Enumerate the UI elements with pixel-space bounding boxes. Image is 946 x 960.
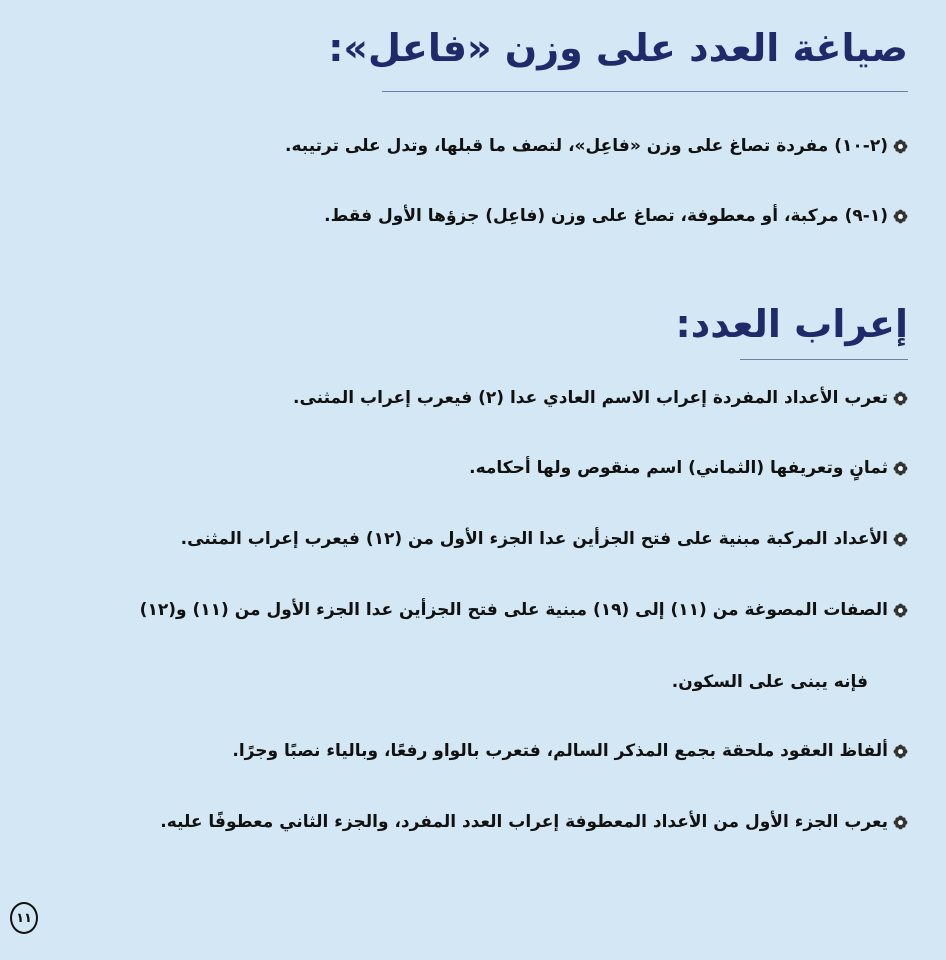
list-item — [469, 458, 908, 478]
flower-bullet-icon — [893, 603, 908, 618]
flower-bullet-icon — [893, 209, 908, 224]
list-item-text: (٢-١٠) مفردة تصاغ على وزن «فاعِل»، لتصف ما قبلها، وتدل على ترتيبه. — [285, 136, 888, 156]
list-item-text: الصفات المصوغة من (١١) إلى (١٩) مبنية على فتح الجزأين عدا الجزء الأول من (١١) و(١٢) — [139, 600, 888, 620]
list-item-text: تعرب الأعداد المفردة إعراب الاسم العادي عدا (٢) فيعرب إعراب المثنى. — [292, 388, 888, 408]
page-number: ١١ — [10, 902, 38, 934]
list-item-text: ألفاظ العقود ملحقة بجمع المذكر السالم، فتعرب بالواو رفعًا، وبالياء نصبًا وجرًا. — [232, 741, 888, 761]
list-item — [140, 600, 908, 620]
list-item-text: فإنه يبنى على السكون. — [671, 672, 868, 692]
section-title-number-formation: صياغة العدد على وزن «فاعل»: — [328, 26, 908, 70]
list-item-text: (١-٩) مركبة، أو معطوفة، تصاغ على وزن (فاعِل) جزؤها الأول فقط. — [324, 206, 888, 226]
list-item-text: يعرب الجزء الأول من الأعداد المعطوفة إعراب العدد المفرد، والجزء الثاني معطوفًا عليه. — [160, 812, 888, 832]
list-item — [293, 388, 908, 408]
section-title-number-parsing: إعراب العدد: — [675, 302, 908, 346]
list-item — [324, 206, 908, 226]
flower-bullet-icon — [893, 139, 908, 154]
list-item-text: ثمانٍ وتعريفها (الثماني) اسم منقوص ولها أحكامه. — [469, 458, 888, 478]
flower-bullet-icon — [893, 532, 908, 547]
list-item — [181, 529, 908, 549]
list-item — [232, 741, 908, 761]
list-item-continuation — [672, 672, 868, 692]
list-item — [160, 812, 908, 832]
list-item-text: الأعداد المركبة مبنية على فتح الجزأين عدا الجزء الأول من (١٢) فيعرب إعراب المثنى. — [180, 529, 888, 549]
flower-bullet-icon — [893, 815, 908, 830]
flower-bullet-icon — [893, 461, 908, 476]
flower-bullet-icon — [893, 744, 908, 759]
flower-bullet-icon — [893, 391, 908, 406]
title-underline — [382, 91, 908, 92]
title-underline — [740, 359, 908, 360]
list-item — [285, 136, 908, 156]
